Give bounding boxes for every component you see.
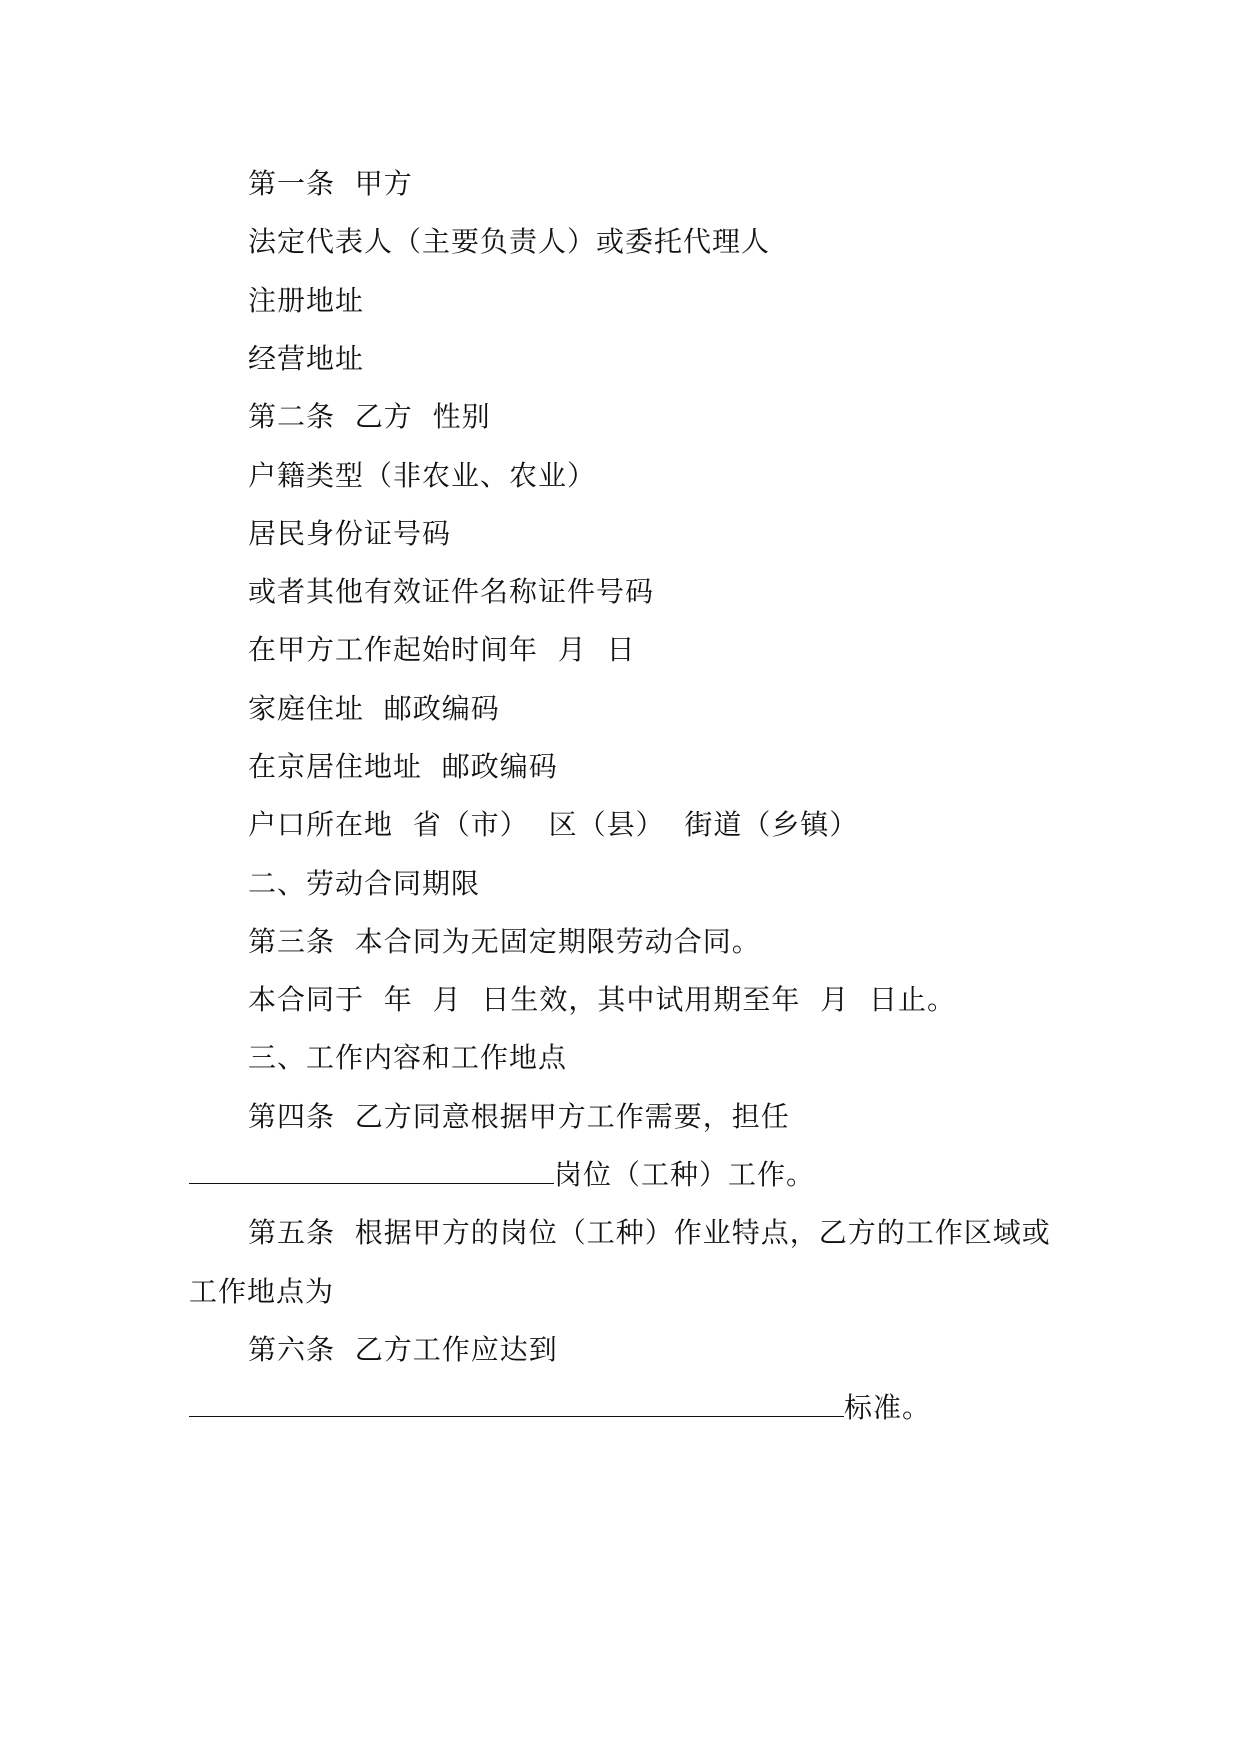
position-line — [189, 1155, 815, 1195]
article-3-line: 第三条 本合同为无固定期限劳动合同。 — [248, 925, 761, 958]
id-number-line: 居民身份证号码 — [248, 517, 452, 550]
standard-line — [189, 1388, 931, 1428]
standard-blank — [189, 1388, 844, 1417]
article-4-line: 第四条 乙方同意根据甲方工作需要，担任 — [248, 1100, 790, 1133]
registered-address-line: 注册地址 — [248, 284, 365, 317]
home-address-line: 家庭住址 邮政编码 — [248, 692, 500, 725]
beijing-address-line: 在京居住地址 邮政编码 — [248, 750, 558, 783]
article-2-party-b: 第二条 乙方 性别 — [248, 400, 491, 433]
article-5-line: 第五条 根据甲方的岗位（工种）作业特点，乙方的工作区域或 — [248, 1216, 1051, 1249]
start-date-line: 在甲方工作起始时间年 月 日 — [248, 633, 636, 666]
article-6-line: 第六条 乙方工作应达到 — [248, 1333, 558, 1366]
household-type-line: 户籍类型（非农业、农业） — [248, 459, 597, 492]
article-1-party-a: 第一条 甲方 — [248, 167, 413, 200]
effective-date-line: 本合同于 年 月 日生效，其中试用期至年 月 日止。 — [248, 983, 957, 1016]
hukou-location-line: 户口所在地 省（市） 区（县） 街道（乡镇） — [248, 808, 859, 841]
work-location-line: 工作地点为 — [189, 1275, 335, 1308]
section-3-heading: 三、工作内容和工作地点 — [248, 1041, 568, 1074]
standard-line-text: 标准。 — [844, 1391, 932, 1424]
position-line-text: 岗位（工种）工作。 — [554, 1158, 816, 1191]
business-address-line: 经营地址 — [248, 342, 365, 375]
position-blank — [189, 1155, 554, 1184]
section-2-heading: 二、劳动合同期限 — [248, 867, 481, 900]
legal-representative-line: 法定代表人（主要负责人）或委托代理人 — [248, 225, 771, 258]
other-id-line: 或者其他有效证件名称证件号码 — [248, 575, 655, 608]
